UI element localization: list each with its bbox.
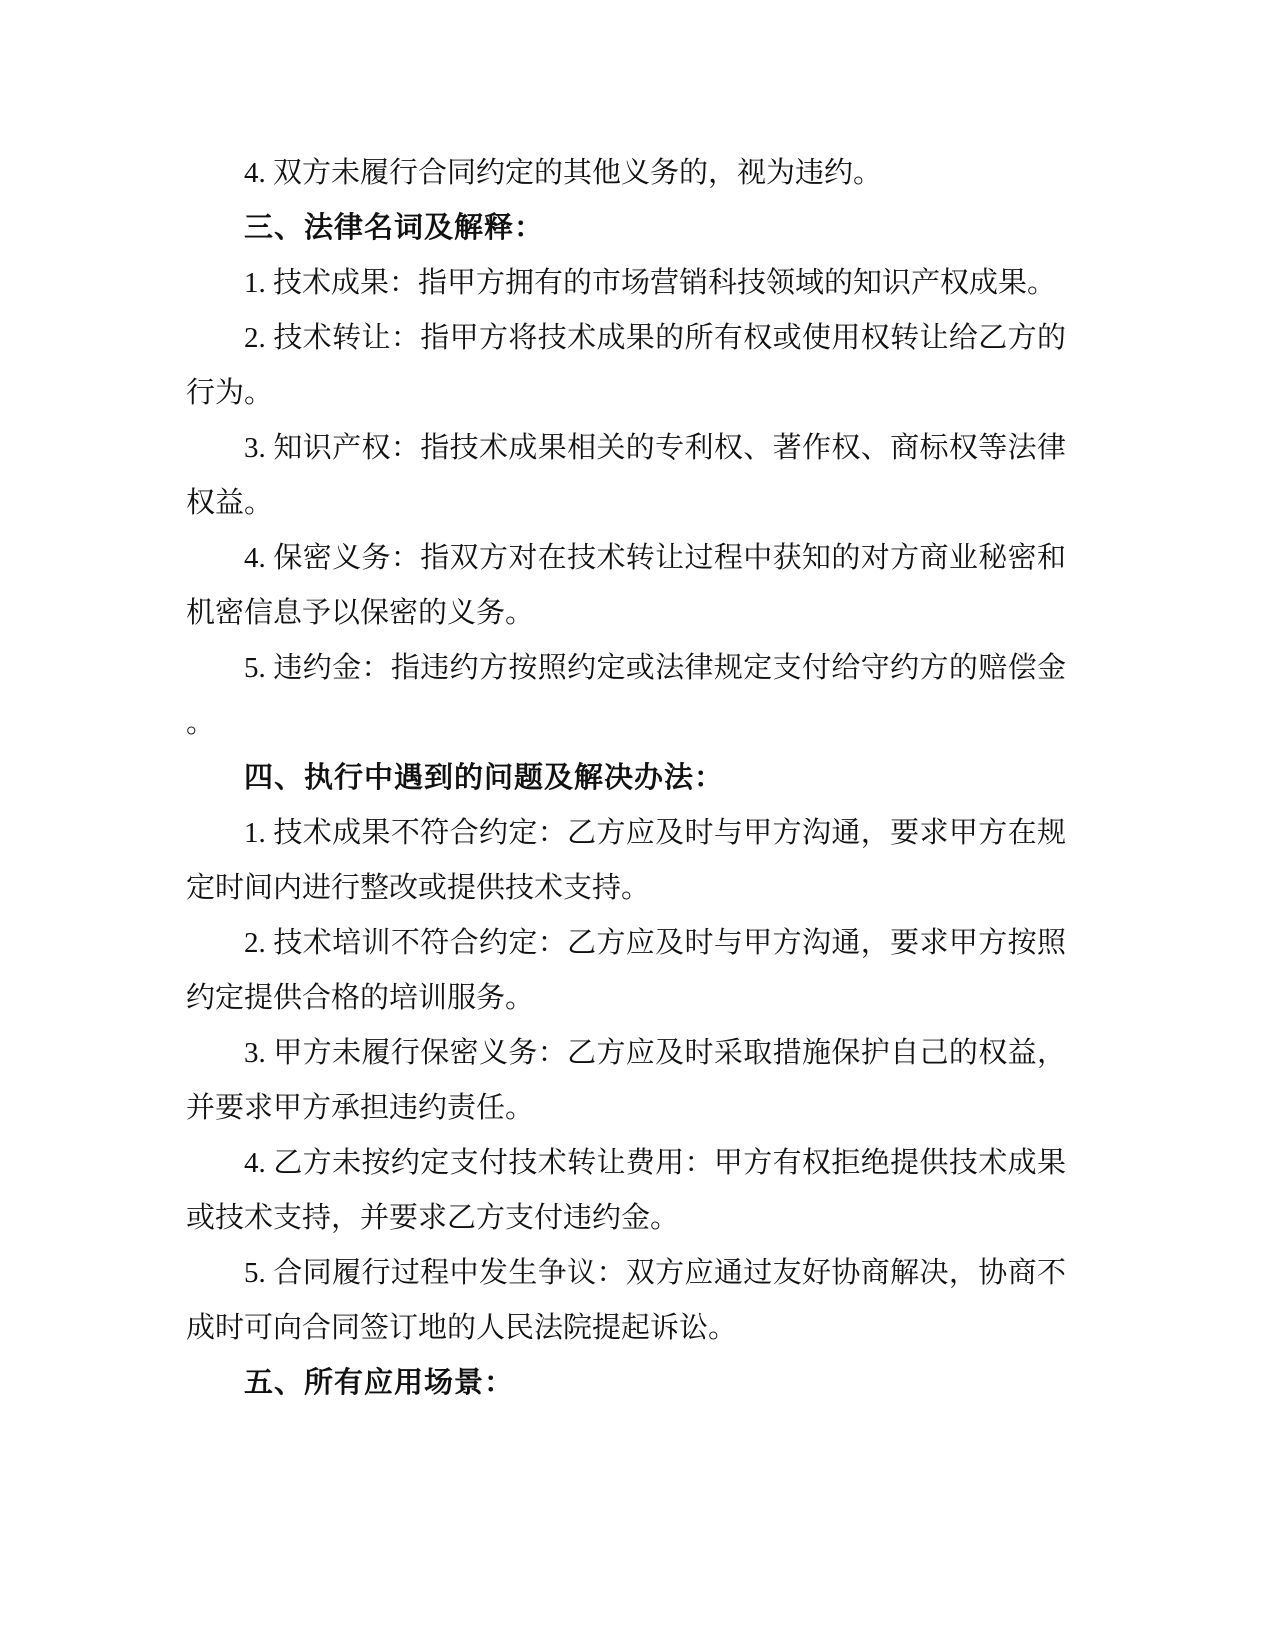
definition-confidentiality-obligation: 4. 保密义务：指双方对在技术转让过程中获知的对方商业秘密和机密信息予以保密的义务。 xyxy=(186,542,1066,629)
definition-intellectual-property: 3. 知识产权：指技术成果相关的专利权、著作权、商标权等法律权益。 xyxy=(186,432,1066,519)
definition-technology-transfer: 2. 技术转让：指甲方将技术成果的所有权或使用权转让给乙方的行为。 xyxy=(186,322,1066,409)
issue-technical-results-noncompliance: 1. 技术成果不符合约定：乙方应及时与甲方沟通，要求甲方在规定时间内进行整改或提供技术支持。 xyxy=(186,817,1066,904)
definition-liquidated-damages: 5. 违约金：指违约方按照约定或法律规定支付给守约方的赔偿金。 xyxy=(186,652,1066,739)
issue-payment-default: 4. 乙方未按约定支付技术转让费用：甲方有权拒绝提供技术成果或技术支持，并要求乙方支付违约金。 xyxy=(186,1147,1066,1234)
heading-legal-terms-definitions: 三、法律名词及解释： xyxy=(244,212,545,244)
issue-confidentiality-breach: 3. 甲方未履行保密义务：乙方应及时采取措施保护自己的权益，并要求甲方承担违约责任。 xyxy=(186,1037,1066,1124)
heading-application-scenarios: 五、所有应用场景： xyxy=(244,1367,515,1399)
heading-execution-issues-solutions: 四、执行中遇到的问题及解决办法： xyxy=(244,762,725,794)
definition-technical-achievements: 1. 技术成果：指甲方拥有的市场营销科技领域的知识产权成果。 xyxy=(244,267,1057,299)
issue-dispute-resolution: 5. 合同履行过程中发生争议：双方应通过友好协商解决，协商不成时可向合同签订地的人民法院提起诉讼。 xyxy=(186,1257,1066,1344)
clause-breach-other-obligations: 4. 双方未履行合同约定的其他义务的，视为违约。 xyxy=(244,157,883,189)
document-body xyxy=(186,146,1066,1411)
issue-training-noncompliance: 2. 技术培训不符合约定：乙方应及时与甲方沟通，要求甲方按照约定提供合格的培训服务。 xyxy=(186,927,1066,1014)
